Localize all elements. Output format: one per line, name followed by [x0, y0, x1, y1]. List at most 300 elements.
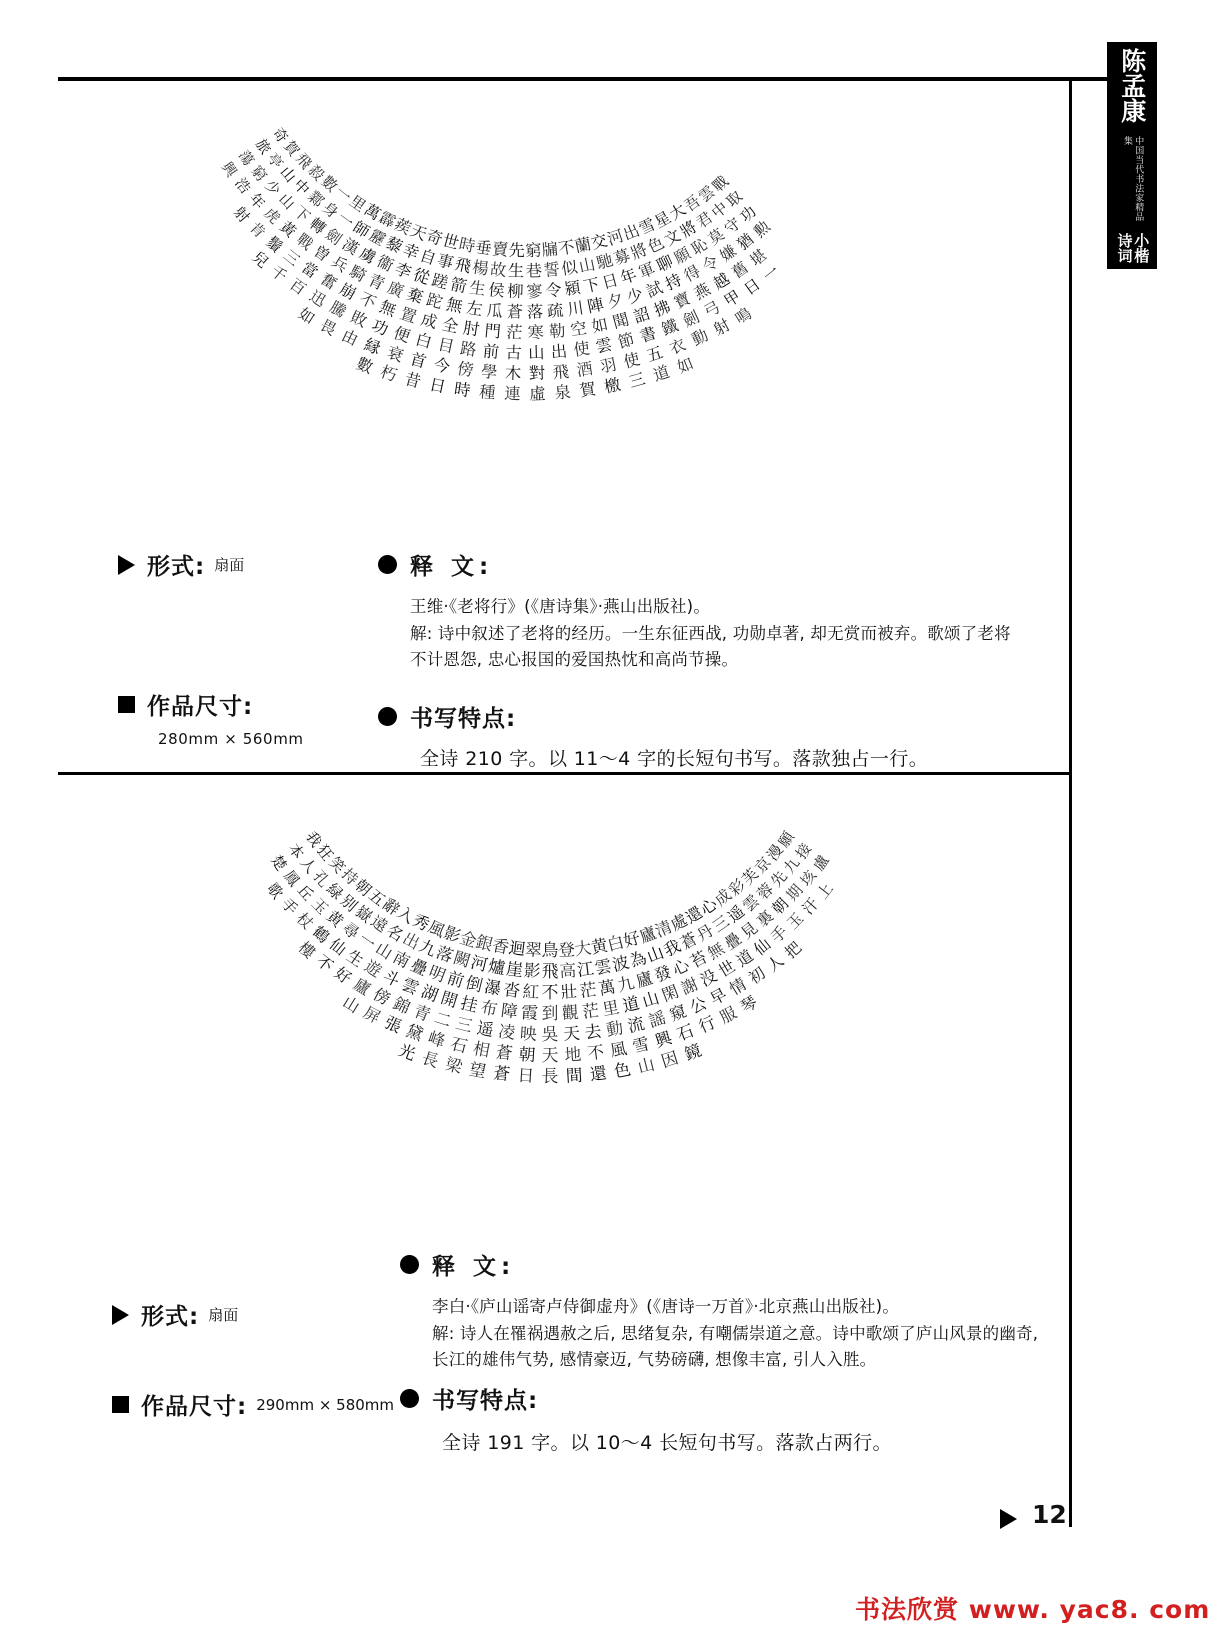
svg-text:勒: 勒: [548, 321, 567, 342]
svg-text:敗: 敗: [347, 306, 371, 331]
svg-text:南: 南: [389, 947, 414, 972]
side-tab-author: 陈孟康: [1117, 48, 1147, 123]
svg-text:處: 處: [667, 910, 691, 935]
svg-text:動: 動: [688, 325, 712, 350]
svg-text:山: 山: [635, 1053, 657, 1077]
svg-text:將: 將: [677, 217, 701, 242]
svg-text:如: 如: [589, 314, 610, 337]
svg-text:期: 期: [782, 881, 807, 905]
svg-text:兒: 兒: [248, 247, 273, 272]
svg-text:相: 相: [471, 1037, 492, 1061]
svg-text:數: 數: [317, 172, 342, 196]
svg-text:寶: 寶: [670, 288, 694, 313]
svg-text:謡: 謡: [646, 1008, 668, 1032]
svg-text:我: 我: [660, 936, 684, 961]
svg-text:舊: 舊: [728, 258, 752, 283]
svg-text:挂: 挂: [458, 992, 480, 1016]
svg-text:山: 山: [339, 992, 363, 1017]
svg-text:持: 持: [337, 865, 362, 889]
svg-text:木: 木: [504, 363, 522, 384]
svg-text:動: 動: [604, 1017, 625, 1041]
work-2-feature-label: 书写特点:: [432, 1388, 539, 1414]
svg-text:闕: 闕: [451, 947, 473, 972]
svg-text:鳴: 鳴: [732, 304, 755, 329]
watermark-text: 书法欣赏: [855, 1595, 960, 1624]
svg-text:到: 到: [541, 1003, 559, 1023]
svg-text:聊: 聊: [653, 251, 676, 276]
svg-text:騎: 騎: [346, 261, 370, 286]
svg-text:樓: 樓: [294, 938, 319, 963]
svg-text:功: 功: [736, 202, 760, 226]
svg-text:仙: 仙: [750, 934, 775, 960]
svg-text:軍: 軍: [635, 258, 658, 283]
svg-text:鄴: 鄴: [304, 187, 328, 211]
svg-text:生: 生: [507, 261, 525, 281]
svg-text:勲: 勲: [750, 217, 774, 242]
svg-text:長: 長: [541, 1066, 559, 1086]
svg-text:因: 因: [658, 1048, 681, 1072]
svg-text:别: 别: [337, 891, 361, 916]
svg-text:地: 地: [563, 1043, 582, 1065]
svg-text:羽: 羽: [598, 354, 619, 377]
svg-text:先: 先: [508, 240, 526, 261]
svg-text:鏡: 鏡: [681, 1040, 705, 1065]
svg-text:張: 張: [381, 1012, 405, 1037]
svg-text:曽: 曽: [310, 241, 334, 266]
svg-text:似: 似: [560, 257, 579, 279]
svg-text:楚: 楚: [267, 852, 290, 875]
svg-text:願: 願: [670, 243, 694, 268]
svg-text:不: 不: [557, 237, 576, 259]
svg-text:令: 令: [699, 252, 722, 276]
svg-text:使: 使: [621, 349, 642, 372]
svg-text:天: 天: [407, 220, 430, 245]
svg-text:廬: 廬: [636, 922, 659, 947]
svg-text:崖: 崖: [504, 958, 525, 981]
svg-text:願: 願: [775, 828, 798, 851]
work-2-size-label: 作品尺寸:: [141, 1394, 248, 1420]
svg-text:不: 不: [541, 982, 559, 1002]
svg-text:侯: 侯: [487, 280, 506, 301]
svg-text:募: 募: [611, 245, 633, 269]
svg-text:雲: 雲: [695, 182, 719, 207]
svg-text:心: 心: [669, 955, 693, 980]
work-2-explain-block: [400, 1248, 1047, 1374]
svg-text:飛: 飛: [453, 254, 473, 277]
svg-text:興: 興: [217, 159, 240, 181]
svg-text:出: 出: [620, 220, 643, 245]
svg-text:令: 令: [544, 280, 563, 301]
svg-text:吾: 吾: [680, 191, 704, 216]
svg-text:早: 早: [706, 984, 730, 1009]
work-1-form-row: [118, 548, 244, 581]
svg-text:瓜: 瓜: [485, 300, 504, 322]
svg-text:閑: 閑: [659, 981, 682, 1006]
fan-artwork-1: [110, 120, 940, 520]
svg-text:廣: 廣: [384, 277, 407, 302]
svg-text:少: 少: [624, 284, 646, 308]
svg-text:殺: 殺: [304, 161, 328, 185]
svg-text:檄: 檄: [602, 374, 623, 397]
svg-text:雲: 雲: [594, 334, 614, 357]
svg-text:世: 世: [440, 230, 462, 254]
svg-text:時: 時: [457, 234, 478, 257]
svg-text:先: 先: [767, 867, 791, 891]
svg-text:行: 行: [695, 1012, 719, 1037]
svg-text:石: 石: [674, 1020, 697, 1045]
work-1-explain-source: 王维·《老将行》(《唐诗集》·燕山出版社)。: [410, 597, 711, 616]
svg-text:飛: 飛: [541, 961, 559, 981]
svg-text:日: 日: [516, 1064, 535, 1086]
top-horizontal-rule: [58, 77, 1113, 81]
svg-text:香: 香: [490, 934, 511, 958]
svg-text:鐵: 鐵: [658, 315, 681, 340]
svg-text:古: 古: [505, 343, 523, 363]
svg-text:取: 取: [722, 187, 746, 211]
svg-text:湖: 湖: [418, 981, 441, 1006]
svg-text:彩: 彩: [725, 875, 749, 900]
svg-text:廬: 廬: [350, 974, 374, 999]
svg-text:光: 光: [395, 1040, 419, 1065]
svg-text:衰: 衰: [384, 342, 406, 366]
svg-text:旅: 旅: [251, 136, 274, 158]
work-2-form-value: 扇面: [208, 1306, 239, 1324]
work-2-size-value: 290mm × 580mm: [256, 1395, 395, 1414]
svg-text:奇: 奇: [423, 225, 446, 250]
svg-text:不: 不: [312, 950, 337, 976]
svg-text:道: 道: [650, 361, 673, 386]
page-marker-triangle-icon: [1000, 1509, 1017, 1529]
right-vertical-rule: [1069, 77, 1072, 1527]
svg-text:狂: 狂: [313, 841, 337, 865]
svg-text:遥: 遥: [475, 1017, 496, 1041]
svg-text:中: 中: [708, 198, 732, 222]
svg-text:跎: 跎: [424, 289, 445, 313]
svg-text:瀑: 瀑: [482, 976, 504, 999]
svg-text:見: 見: [737, 918, 762, 943]
svg-text:把: 把: [781, 938, 806, 963]
svg-text:弓: 弓: [700, 297, 724, 322]
svg-text:謝: 謝: [678, 974, 702, 999]
svg-text:雲: 雲: [398, 974, 422, 999]
svg-text:窮: 窮: [524, 240, 542, 261]
svg-text:丘: 丘: [293, 881, 318, 905]
svg-text:辭: 辭: [379, 894, 404, 920]
svg-text:沓: 沓: [502, 978, 522, 1001]
svg-text:好: 好: [331, 963, 356, 988]
svg-text:錦: 錦: [390, 993, 414, 1018]
svg-text:全: 全: [440, 314, 461, 337]
svg-text:亭: 亭: [263, 150, 287, 173]
svg-text:茫: 茫: [581, 999, 601, 1022]
svg-text:五: 五: [644, 342, 666, 366]
svg-text:泉: 泉: [553, 382, 572, 403]
work-1-size-block: [118, 688, 304, 748]
fan-artwork-1-svg: [110, 120, 940, 520]
svg-text:服: 服: [716, 1002, 740, 1028]
svg-text:功: 功: [369, 315, 392, 340]
svg-text:金: 金: [457, 927, 479, 952]
svg-text:峰: 峰: [425, 1028, 448, 1052]
svg-text:名: 名: [383, 920, 407, 946]
svg-text:手: 手: [277, 894, 302, 919]
svg-text:汗: 汗: [798, 894, 823, 919]
svg-text:虜: 虜: [356, 243, 380, 268]
svg-text:種: 種: [478, 382, 497, 403]
bullet-dot-icon: [378, 555, 397, 574]
svg-text:衣: 衣: [666, 334, 689, 359]
svg-text:山: 山: [372, 938, 396, 964]
svg-text:年: 年: [245, 190, 268, 213]
svg-text:漫: 漫: [763, 841, 787, 865]
work-1-form-value: 扇面: [214, 556, 245, 574]
svg-text:黄: 黄: [322, 907, 347, 931]
svg-text:楊: 楊: [471, 257, 490, 279]
svg-text:嫌: 嫌: [716, 241, 740, 266]
svg-text:爐: 爐: [486, 955, 507, 979]
svg-text:燕: 燕: [690, 279, 714, 304]
svg-text:九: 九: [779, 854, 804, 877]
svg-text:里: 里: [600, 996, 621, 1020]
svg-text:門: 門: [483, 321, 502, 342]
square-marker-icon: [118, 696, 135, 713]
triangle-marker-icon: [118, 555, 135, 575]
svg-text:為: 為: [627, 947, 649, 972]
svg-text:射: 射: [710, 315, 734, 340]
work-2-feature-block: [400, 1382, 892, 1458]
svg-text:五: 五: [364, 885, 390, 910]
svg-text:一: 一: [759, 262, 783, 286]
side-tab-book-title: 中国当代书法家精品集: [1122, 136, 1144, 222]
svg-text:陣: 陣: [585, 294, 606, 317]
svg-text:仙: 仙: [325, 934, 350, 960]
svg-text:將: 將: [628, 239, 651, 264]
bullet-dot-icon: [378, 707, 397, 726]
svg-text:山: 山: [577, 254, 597, 277]
svg-text:柳: 柳: [507, 281, 524, 302]
svg-text:中: 中: [289, 175, 314, 199]
svg-text:心: 心: [696, 894, 721, 920]
svg-text:去: 去: [583, 1020, 603, 1043]
svg-text:蒼: 蒼: [494, 1041, 514, 1064]
svg-text:影: 影: [523, 960, 542, 982]
svg-text:夕: 夕: [605, 289, 626, 313]
svg-text:梁: 梁: [443, 1053, 465, 1077]
svg-text:虎: 虎: [260, 204, 284, 228]
work-2-explain-source: 李白·《庐山谣寄卢侍御虚舟》(《唐诗一万首》·北京燕山出版社)。: [432, 1297, 900, 1316]
svg-text:試: 試: [643, 277, 666, 302]
svg-text:開: 開: [438, 988, 461, 1012]
svg-text:大: 大: [573, 937, 593, 960]
svg-text:蒺: 蒺: [391, 214, 415, 239]
svg-text:入: 入: [394, 902, 418, 928]
svg-text:肯: 肯: [245, 218, 270, 242]
svg-text:屏: 屏: [360, 1002, 384, 1028]
svg-text:茫: 茫: [505, 322, 523, 343]
svg-text:蕩: 蕩: [234, 148, 257, 169]
svg-text:首: 首: [408, 349, 429, 372]
svg-text:劍: 劍: [322, 225, 346, 249]
svg-text:傍: 傍: [370, 984, 394, 1009]
svg-text:琴: 琴: [737, 992, 761, 1017]
watermark-url: www. yac8. com: [968, 1595, 1211, 1624]
svg-text:雪: 雪: [630, 1033, 652, 1057]
svg-text:事: 事: [435, 250, 456, 273]
svg-text:藜: 藜: [382, 232, 406, 257]
work-2-feature-text: 全诗 191 字。以 10～4 长短句书写。落款占两行。: [442, 1432, 892, 1454]
work-1-feature-text: 全诗 210 字。以 11～4 字的长短句书写。落款独占一行。: [420, 748, 929, 770]
svg-text:傍: 傍: [455, 358, 475, 381]
svg-text:天: 天: [562, 1022, 581, 1044]
svg-text:風: 風: [425, 916, 448, 942]
svg-text:守: 守: [720, 214, 745, 238]
svg-text:誓: 誓: [542, 259, 561, 281]
svg-text:萬: 萬: [360, 200, 384, 224]
svg-text:公: 公: [686, 993, 710, 1018]
svg-text:玉: 玉: [783, 909, 808, 933]
work-1-feature-block: [378, 700, 928, 774]
svg-text:身: 身: [318, 198, 342, 222]
svg-text:成: 成: [710, 885, 736, 910]
svg-text:接: 接: [792, 840, 816, 863]
svg-text:蓉: 蓉: [753, 879, 778, 904]
svg-text:李: 李: [392, 258, 415, 283]
svg-text:兵: 兵: [328, 252, 351, 276]
svg-text:九: 九: [416, 936, 440, 961]
svg-text:雲: 雲: [593, 955, 614, 979]
svg-text:窮: 窮: [247, 162, 270, 185]
svg-text:三: 三: [280, 246, 304, 270]
svg-text:酒: 酒: [575, 358, 595, 381]
svg-text:年: 年: [617, 264, 640, 288]
svg-text:朝: 朝: [518, 1043, 537, 1065]
svg-text:手: 手: [767, 922, 792, 947]
svg-text:落: 落: [433, 942, 456, 967]
svg-text:賀: 賀: [280, 137, 303, 160]
svg-text:遠: 遠: [367, 911, 392, 937]
watermark: [855, 1590, 1210, 1626]
svg-text:山: 山: [275, 189, 299, 214]
work-2-form-row: [112, 1298, 238, 1331]
work-2-explain-label: 释 文:: [432, 1254, 516, 1280]
svg-text:恥: 恥: [688, 235, 712, 259]
svg-text:垂: 垂: [474, 237, 493, 259]
svg-text:倒: 倒: [463, 972, 485, 996]
svg-text:雲: 雲: [739, 891, 763, 916]
svg-text:鳳: 鳳: [279, 866, 304, 890]
svg-text:奮: 奮: [317, 269, 340, 294]
svg-text:斗: 斗: [379, 965, 404, 991]
svg-text:三: 三: [626, 369, 648, 392]
svg-text:目: 目: [436, 334, 456, 357]
svg-text:河: 河: [468, 951, 490, 976]
svg-text:裏: 裏: [753, 907, 778, 931]
svg-text:芙: 芙: [738, 865, 763, 889]
svg-text:二: 二: [432, 1008, 454, 1032]
svg-text:下: 下: [290, 202, 314, 226]
svg-text:玉: 玉: [307, 894, 332, 919]
svg-text:青: 青: [365, 269, 388, 294]
svg-text:蒼: 蒼: [492, 1062, 512, 1085]
svg-text:聞: 聞: [610, 309, 632, 333]
side-tab-category-1: 小楷: [1132, 233, 1151, 263]
svg-text:書: 書: [637, 323, 659, 347]
svg-text:丹: 丹: [693, 920, 717, 946]
svg-text:白: 白: [413, 329, 435, 352]
svg-text:凌: 凌: [497, 1020, 517, 1043]
svg-text:嶽: 嶽: [351, 901, 377, 927]
svg-text:廬: 廬: [633, 968, 656, 992]
svg-text:川: 川: [566, 298, 585, 320]
svg-text:靂: 靂: [366, 225, 390, 250]
svg-text:節: 節: [615, 329, 637, 352]
svg-text:不: 不: [586, 1041, 606, 1064]
svg-text:里: 里: [346, 191, 370, 216]
page-number: 12: [1032, 1500, 1067, 1529]
svg-text:黄: 黄: [589, 934, 610, 958]
svg-text:石: 石: [448, 1033, 470, 1057]
work-1-feature-label: 书写特点:: [410, 706, 517, 732]
svg-text:歌: 歌: [263, 879, 287, 903]
svg-text:千: 千: [267, 262, 291, 286]
svg-text:壯: 壯: [560, 981, 579, 1003]
svg-text:越: 越: [710, 269, 733, 294]
svg-text:上: 上: [813, 879, 837, 903]
svg-text:江: 江: [575, 958, 596, 981]
work-2-form-label: 形式:: [141, 1304, 200, 1330]
svg-text:道: 道: [620, 992, 642, 1016]
svg-text:笑: 笑: [325, 853, 349, 877]
svg-text:奇: 奇: [268, 125, 291, 147]
svg-text:箭: 箭: [448, 274, 469, 297]
svg-text:人: 人: [296, 854, 321, 877]
svg-text:疊: 疊: [720, 928, 745, 954]
svg-text:對: 對: [528, 363, 546, 384]
svg-text:京: 京: [751, 853, 775, 877]
svg-text:成: 成: [418, 309, 440, 333]
svg-text:朝: 朝: [351, 875, 375, 900]
svg-text:朝: 朝: [768, 894, 793, 919]
svg-text:巷: 巷: [525, 261, 543, 281]
svg-text:漢: 漢: [338, 235, 362, 259]
svg-text:一: 一: [355, 928, 380, 954]
svg-text:星: 星: [650, 207, 674, 232]
svg-text:如: 如: [674, 353, 697, 378]
svg-text:浩: 浩: [231, 175, 254, 197]
svg-text:甲: 甲: [721, 287, 744, 311]
svg-text:山: 山: [644, 942, 667, 967]
svg-text:迴: 迴: [507, 937, 527, 960]
svg-text:學: 學: [480, 361, 499, 383]
svg-text:初: 初: [744, 963, 769, 988]
svg-text:得: 得: [680, 261, 704, 286]
svg-text:日: 日: [740, 275, 764, 299]
work-1-explain-label: 释 文:: [410, 554, 494, 580]
svg-text:蒼: 蒼: [677, 928, 701, 954]
side-tab-category: [1116, 233, 1149, 263]
svg-text:還: 還: [588, 1062, 608, 1085]
svg-text:流: 流: [625, 1012, 647, 1037]
work-1-explain-block: [378, 548, 1025, 674]
svg-text:間: 間: [565, 1064, 584, 1086]
svg-text:河: 河: [604, 225, 627, 250]
svg-text:君: 君: [692, 208, 716, 233]
svg-text:詔: 詔: [630, 303, 653, 327]
svg-text:人: 人: [763, 950, 788, 976]
svg-text:發: 發: [651, 962, 674, 986]
svg-text:無: 無: [376, 296, 399, 321]
svg-text:生: 生: [343, 945, 368, 971]
